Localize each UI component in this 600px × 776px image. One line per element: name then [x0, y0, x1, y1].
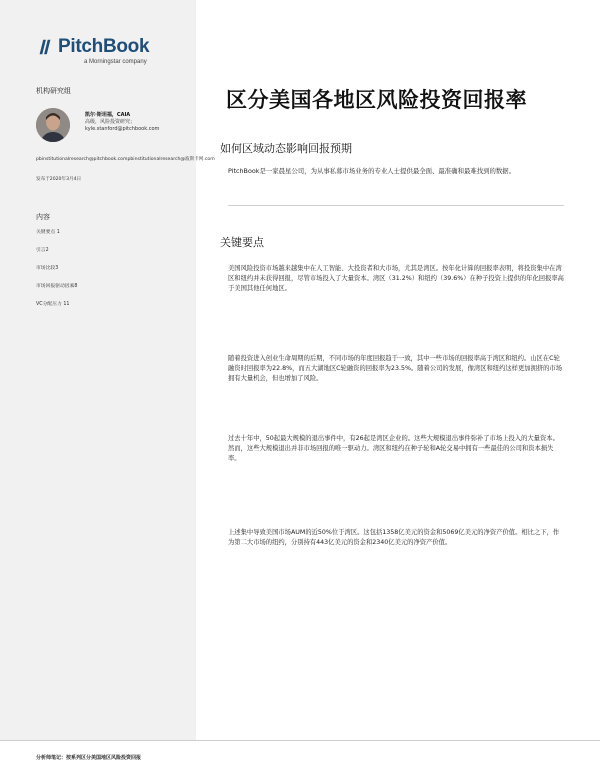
section-heading-regional: 如何区域动态影响回报预期	[220, 142, 352, 155]
takeaway-paragraph: 美国风险投资市场越来越集中在人工智能、大投资者和大市场，尤其是湾区。按年化计算的回报率表明，将投资集中在湾区和纽约并未获得回报，尽管市场投入了大量资本。湾区（31.2%）和纽约（39.6%）在种子投资上提供的年化回报率高于美国其他任何地区。	[228, 265, 564, 292]
toc-item-market-comparison[interactable]: 市场比较3	[36, 266, 59, 271]
page-title: 区分美国各地区风险投资回报率	[226, 88, 527, 112]
pitchbook-logo	[36, 36, 149, 65]
author-avatar	[36, 108, 70, 142]
pitchbook-logo-icon	[36, 38, 54, 56]
section-divider	[228, 205, 564, 206]
toc-item-key-takeaways[interactable]: 关键要点 1	[36, 230, 60, 235]
takeaway-paragraph: 上述集中导致美国市场AUM的近50%位于湾区。这包括1358亿美元的资金和5069亿美元的净资产价值。相比之下，作为第二大市场的纽约，分别持有443亿美元的资金和2340亿美元的净资产价值。	[228, 529, 560, 546]
logo-wordmark: PitchBook	[58, 36, 150, 57]
takeaway-paragraph: 随着投资进入创业生命周期的后期，不同市场的年度回报趋于一致，其中一些市场的回报率高于湾区和纽约。山区在C轮融资时回报率为22.8%，而五大湖地区C轮融资的回报率为23.5%。随着公司的发展，像湾区和纽约这样更加拥挤的市场拥有大量机会，但也增加了风险。	[228, 355, 563, 382]
author-role: 高级，风险投资研究；kyle.stanford@pitchbook.com	[85, 119, 160, 132]
author-name: 凯尔·斯坦福，CAIA	[85, 112, 131, 118]
intro-paragraph: PitchBook是一家晨星公司，为从事私募市场业务的专业人士提供最全面、最准确和最难找到的数据。	[228, 167, 516, 175]
toc-item-vc-allocation[interactable]: VC分配压力 11	[36, 302, 70, 307]
footer-note: 分析师笔记：按系列区分美国地区风险投资回报	[36, 755, 142, 761]
takeaway-paragraph: 过去十年中，50起最大规模的退出事件中，有26起是湾区企业的。这些大规模退出事件弥补了市场上投入的大量资本。然而，这些大规模退出并非市场回报的唯一驱动力。湾区和纽约在种子轮和A轮交易中拥有一些最佳的公司和资本损失率。	[228, 435, 559, 462]
toc-title: 内容	[36, 213, 50, 221]
publish-date: 发布于2020年3月4日	[36, 177, 82, 182]
sidebar	[0, 0, 215, 740]
contact-email[interactable]: pbinstitutionalresearch@pitchbook.compbinstitutionalresearch@波斯卡网.com	[36, 157, 215, 162]
logo-tagline: a Morningstar company	[84, 59, 147, 65]
research-unit-label: 机构研究组	[36, 87, 71, 95]
toc-item-introduction[interactable]: 引言2	[36, 248, 49, 253]
author-info	[85, 112, 190, 133]
toc-item-return-drivers[interactable]: 市场回报驱动因素8	[36, 284, 78, 289]
footer-divider	[0, 740, 600, 741]
section-heading-key-takeaways: 关键要点	[220, 236, 264, 249]
